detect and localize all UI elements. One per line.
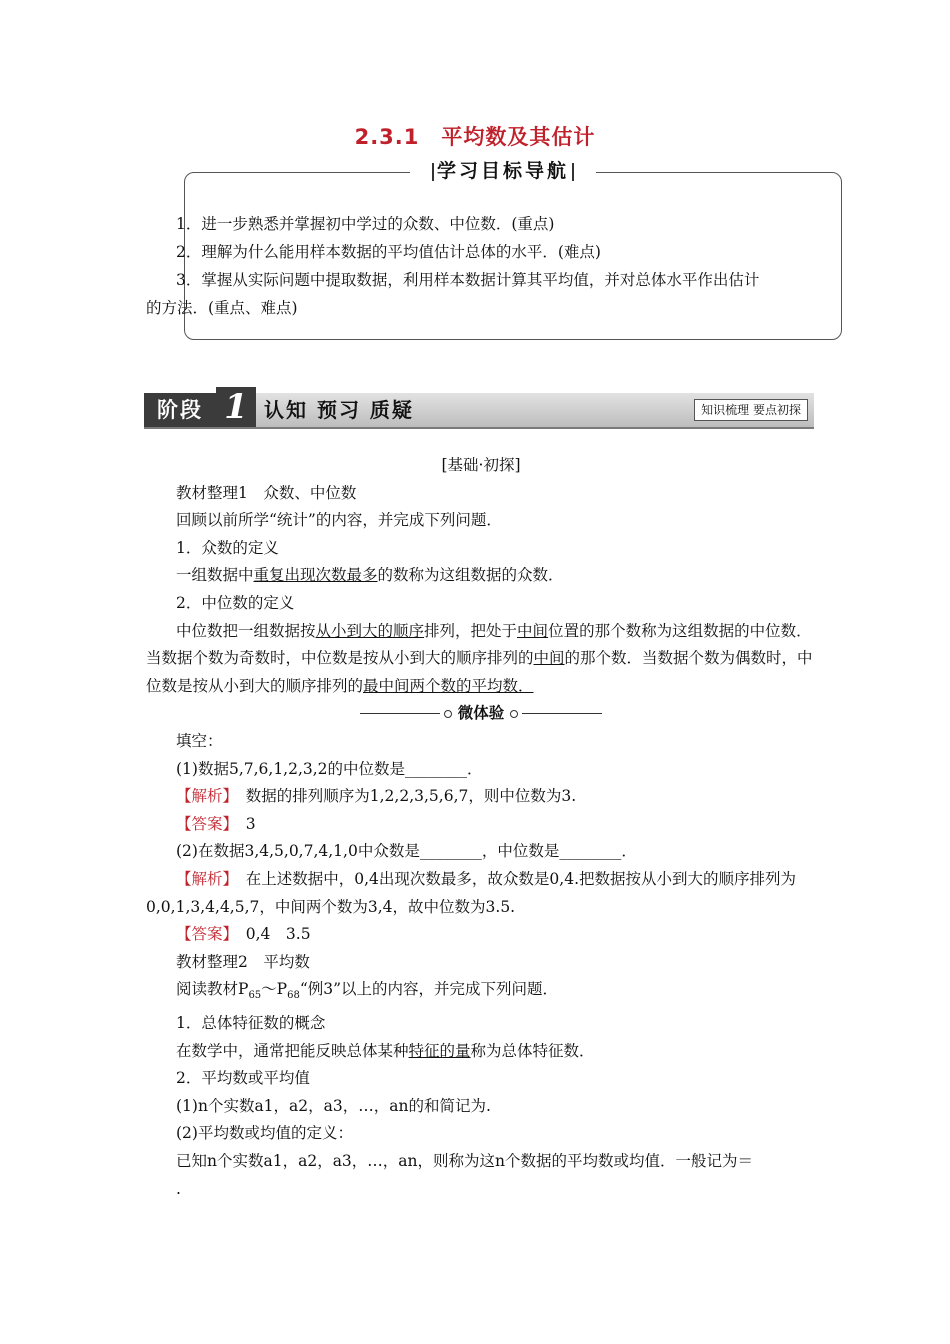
question: (1)数据5,7,6,1,2,3,2的中位数是________． [176, 759, 483, 778]
section-tag: [基础·初探] [441, 456, 521, 474]
answer: 【答案】 0,4 3.5 [176, 925, 311, 944]
paragraph: (1)n个实数a1，a2，a3，…，an的和简记为. [176, 1096, 491, 1115]
solution: 【解析】 在上述数据中，0,4出现次数最多，故众数是0,4.把数据按从小到大的顺序排列为0,0,1,3,4,4,5,7，中间两个数为3,4，故中位数为3.5. [146, 869, 796, 916]
stage-tag: 知识梳理 要点初探 [694, 399, 808, 421]
question: (2)在数据3,4,5,0,7,4,1,0中众数是________，中位数是________． [176, 842, 637, 861]
goal-item: 的方法．(重点、难点) [146, 299, 298, 317]
subheading: 1．总体特征数的概念 [176, 1013, 326, 1032]
subheading: 2．平均数或平均值 [176, 1069, 310, 1088]
goal-item: 3．掌握从实际问题中提取数据，利用样本数据计算其平均值，并对总体水平作出估计 [176, 271, 760, 289]
paragraph: 已知n个实数a1，a2，a3，…，an，则称为这n个数据的平均数或均值．一般记为＝ [176, 1151, 753, 1170]
learning-goals-label: 学习目标导航 [410, 157, 596, 185]
paragraph: 中位数把一组数据按从小到大的顺序排列，把处于中间位置的那个数称为这组数据的中位数．当数据个数为奇数时，中位数是按从小到大的顺序排列的中间的那个数．当数据个数为偶数时，中位数是按从小到大的顺序排列的最中间两个数的平均数． [146, 621, 813, 695]
goal-item: 2．理解为什么能用样本数据的平均值估计总体的水平．(难点) [176, 243, 601, 261]
subheading: 2．中位数的定义 [176, 593, 295, 612]
page-title: 2.3.1 平均数及其估计 [354, 125, 596, 149]
paragraph: 填空： [176, 731, 223, 750]
paragraph: 一组数据中重复出现次数最多的数称为这组数据的众数． [176, 566, 564, 585]
main-content [146, 452, 816, 1203]
paragraph: (2)平均数或均值的定义： [176, 1124, 353, 1143]
micro-experience-divider: 微体验 [146, 700, 816, 728]
paragraph: 回顾以前所学“统计”的内容，并完成下列问题． [176, 511, 502, 530]
paragraph: 在数学中，通常把能反映总体某种特征的量称为总体特征数． [176, 1041, 595, 1060]
paragraph: . [176, 1179, 181, 1198]
topic-heading: 教材整理1 众数、中位数 [176, 483, 357, 502]
topic-heading: 教材整理2 平均数 [176, 952, 310, 971]
solution: 【解析】 数据的排列顺序为1,2,2,3,5,6,7，则中位数为3. [176, 787, 577, 806]
stage-banner [144, 387, 814, 429]
learning-goals-list [146, 210, 816, 322]
stage-label: 阶段 [144, 393, 216, 427]
goal-item: 1．进一步熟悉并掌握初中学过的众数、中位数．(重点) [176, 215, 555, 233]
subheading: 1．众数的定义 [176, 538, 279, 557]
stage-number: 1 [216, 387, 256, 427]
stage-title: 认知 预习 质疑 [264, 398, 414, 422]
answer: 【答案】 3 [176, 814, 256, 833]
paragraph: 阅读教材$P_{65}\sim P_{68}“$例3”以上的内容，并完成下列问题． [176, 980, 559, 1002]
